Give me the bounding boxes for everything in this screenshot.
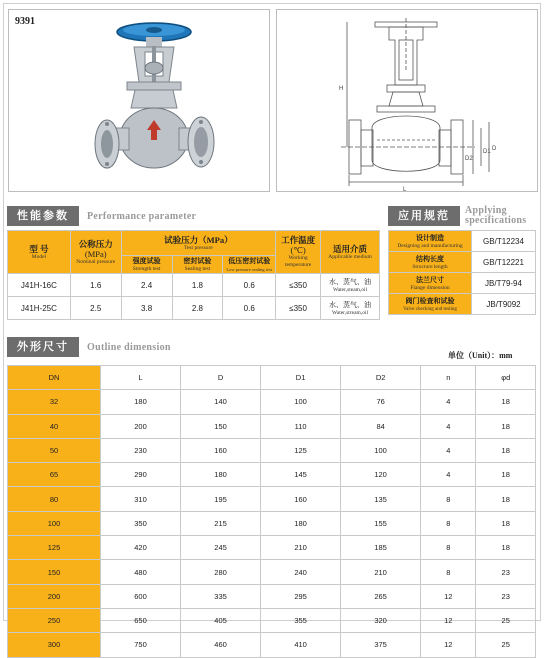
cell-l: 310 bbox=[101, 487, 181, 511]
spec-title-en-1: Applying bbox=[465, 205, 507, 216]
cell-d: 335 bbox=[181, 584, 261, 608]
cell-model: J41H-25C bbox=[8, 297, 71, 320]
cell-lowseal: 0.6 bbox=[223, 274, 276, 297]
performance-title-cn: 性能参数 bbox=[7, 206, 79, 226]
cell-l: 200 bbox=[101, 414, 181, 438]
cell-medium bbox=[321, 297, 380, 320]
cell-n: 8 bbox=[421, 536, 476, 560]
col-medium bbox=[321, 231, 380, 274]
table-row bbox=[8, 438, 536, 462]
table-row bbox=[8, 414, 536, 438]
cell-d2: 320 bbox=[341, 608, 421, 632]
dimension-section-header bbox=[7, 337, 171, 357]
cell-bolt-hole: 18 bbox=[476, 463, 536, 487]
cell-bolt-hole: 18 bbox=[476, 390, 536, 414]
col-medium-cn: 适用介质 bbox=[333, 243, 368, 254]
cell-l: 420 bbox=[101, 536, 181, 560]
spec-label-cn: 结构长度 bbox=[416, 254, 444, 263]
cell-d1: 240 bbox=[261, 560, 341, 584]
spec-label-cn: 阀门检查和试验 bbox=[405, 296, 455, 305]
spec-label-cn: 设计制造 bbox=[416, 233, 444, 242]
col-nominal-unit: (MPa) bbox=[84, 248, 107, 259]
cell-medium-en: Water,stream,oil bbox=[332, 309, 369, 316]
table-row bbox=[8, 536, 536, 560]
cell-d1: 210 bbox=[261, 536, 341, 560]
cell-l: 750 bbox=[101, 633, 181, 657]
dim-label-d2: D2 bbox=[465, 156, 473, 162]
spec-value: GB/T12221 bbox=[472, 252, 536, 273]
cell-n: 4 bbox=[421, 463, 476, 487]
dimension-table bbox=[7, 365, 536, 658]
col-d: D bbox=[181, 366, 261, 390]
spec-value: JB/T9092 bbox=[472, 294, 536, 315]
spec-row bbox=[389, 231, 536, 252]
cell-d1: 110 bbox=[261, 414, 341, 438]
cell-nominal: 1.6 bbox=[70, 274, 121, 297]
spec-title-en-2: specifications bbox=[465, 215, 527, 226]
product-photo-panel bbox=[8, 9, 270, 192]
cell-dn: 250 bbox=[8, 608, 101, 632]
dim-label-d: D bbox=[492, 146, 497, 152]
dimension-title-en: Outline dimension bbox=[87, 341, 171, 353]
dim-label-l: L bbox=[403, 187, 407, 193]
cell-sealing: 1.8 bbox=[172, 274, 223, 297]
cell-medium-cn: 水、蒸气、油 bbox=[329, 277, 372, 286]
col-nominal bbox=[70, 231, 121, 274]
col-temp-unit: (℃) bbox=[290, 245, 306, 255]
spec-label-en: Structure length bbox=[412, 263, 448, 270]
cell-d1: 145 bbox=[261, 463, 341, 487]
spec-section-header bbox=[388, 206, 526, 226]
spec-table bbox=[388, 230, 536, 315]
unit-label: 单位（Unit）：mm bbox=[448, 351, 513, 360]
cell-strength: 3.8 bbox=[121, 297, 172, 320]
cell-dn: 40 bbox=[8, 414, 101, 438]
cell-d2: 135 bbox=[341, 487, 421, 511]
spec-label-en: Valve checking and testing bbox=[403, 306, 457, 312]
cell-dn: 300 bbox=[8, 633, 101, 657]
spec-row bbox=[389, 294, 536, 315]
cell-l: 350 bbox=[101, 511, 181, 535]
cell-d: 150 bbox=[181, 414, 261, 438]
cell-bolt-hole: 25 bbox=[476, 608, 536, 632]
performance-section-header bbox=[7, 206, 196, 226]
col-nominal-en: Nominal pressure bbox=[76, 258, 116, 265]
col-strength bbox=[121, 256, 172, 274]
spec-label-cn: 法兰尺寸 bbox=[416, 275, 444, 284]
cell-d2: 185 bbox=[341, 536, 421, 560]
spec-label-en: Designing and manufacturing bbox=[397, 242, 463, 249]
col-lowseal bbox=[223, 256, 276, 274]
cell-l: 650 bbox=[101, 608, 181, 632]
cell-n: 12 bbox=[421, 608, 476, 632]
col-model-cn: 型 号 bbox=[29, 243, 49, 254]
cell-dn: 32 bbox=[8, 390, 101, 414]
performance-table bbox=[7, 230, 380, 320]
cell-n: 4 bbox=[421, 414, 476, 438]
cell-n: 12 bbox=[421, 584, 476, 608]
dim-label-h: H bbox=[339, 86, 344, 92]
cell-d: 460 bbox=[181, 633, 261, 657]
dimension-title-cn: 外形尺寸 bbox=[7, 337, 79, 357]
cell-temp: ≤350 bbox=[276, 274, 321, 297]
model-code: 9391 bbox=[15, 16, 35, 27]
cell-d1: 160 bbox=[261, 487, 341, 511]
col-n: n bbox=[421, 366, 476, 390]
cell-dn: 125 bbox=[8, 536, 101, 560]
valve-technical-drawing bbox=[277, 10, 539, 193]
table-row bbox=[8, 463, 536, 487]
cell-model: J41H-16C bbox=[8, 274, 71, 297]
spec-row bbox=[389, 273, 536, 294]
table-row bbox=[8, 608, 536, 632]
spec-label bbox=[389, 252, 472, 273]
cell-n: 4 bbox=[421, 438, 476, 462]
spec-row bbox=[389, 252, 536, 273]
spec-label bbox=[389, 231, 472, 252]
cell-d: 160 bbox=[181, 438, 261, 462]
cell-l: 600 bbox=[101, 584, 181, 608]
cell-bolt-hole: 23 bbox=[476, 560, 536, 584]
cell-bolt-hole: 23 bbox=[476, 584, 536, 608]
col-lowseal-en: Low pressure sealing test bbox=[226, 267, 273, 272]
col-medium-en: Applicable medium bbox=[328, 253, 372, 260]
cell-medium-cn: 水、蒸气、油 bbox=[329, 300, 372, 309]
cell-d2: 265 bbox=[341, 584, 421, 608]
cell-medium bbox=[321, 274, 380, 297]
cell-bolt-hole: 25 bbox=[476, 633, 536, 657]
spec-title-cn: 应用规范 bbox=[388, 206, 460, 226]
cell-dn: 50 bbox=[8, 438, 101, 462]
cell-n: 8 bbox=[421, 511, 476, 535]
cell-d1: 355 bbox=[261, 608, 341, 632]
col-sealing-en: Sealing test bbox=[184, 266, 211, 272]
table-row bbox=[8, 633, 536, 657]
col-test-pressure bbox=[121, 231, 275, 256]
cell-d: 215 bbox=[181, 511, 261, 535]
cell-l: 480 bbox=[101, 560, 181, 584]
cell-n: 8 bbox=[421, 560, 476, 584]
col-model-en: Model bbox=[31, 253, 47, 260]
cell-d1: 125 bbox=[261, 438, 341, 462]
table-row bbox=[8, 584, 536, 608]
col-l: L bbox=[101, 366, 181, 390]
cell-sealing: 2.8 bbox=[172, 297, 223, 320]
col-test-en: Test pressure bbox=[184, 244, 213, 251]
col-test-cn: 试验压力（MPa） bbox=[164, 234, 233, 245]
cell-d: 280 bbox=[181, 560, 261, 584]
col-d1: D1 bbox=[261, 366, 341, 390]
cell-d: 405 bbox=[181, 608, 261, 632]
spec-value: JB/T79-94 bbox=[472, 273, 536, 294]
cell-d: 195 bbox=[181, 487, 261, 511]
cell-bolt-hole: 18 bbox=[476, 536, 536, 560]
table-row bbox=[8, 390, 536, 414]
cell-dn: 65 bbox=[8, 463, 101, 487]
cell-n: 12 bbox=[421, 633, 476, 657]
cell-medium-en: Water,steam,oil bbox=[332, 286, 368, 293]
table-row bbox=[8, 560, 536, 584]
cell-d2: 84 bbox=[341, 414, 421, 438]
technical-drawing-panel bbox=[276, 9, 538, 192]
cell-d2: 120 bbox=[341, 463, 421, 487]
cell-bolt-hole: 18 bbox=[476, 414, 536, 438]
cell-lowseal: 0.6 bbox=[223, 297, 276, 320]
spec-label-en: Flange dimension bbox=[410, 284, 450, 291]
dim-label-d1: D1 bbox=[483, 149, 491, 155]
cell-dn: 80 bbox=[8, 487, 101, 511]
cell-l: 180 bbox=[101, 390, 181, 414]
cell-d: 245 bbox=[181, 536, 261, 560]
col-model bbox=[8, 231, 71, 274]
col-sealing bbox=[172, 256, 223, 274]
col-temp bbox=[276, 231, 321, 274]
col-d2: D2 bbox=[341, 366, 421, 390]
cell-d2: 100 bbox=[341, 438, 421, 462]
col-strength-en: Strength test bbox=[132, 266, 161, 272]
cell-n: 4 bbox=[421, 390, 476, 414]
col-bolt-hole: φd bbox=[476, 366, 536, 390]
table-row bbox=[8, 297, 380, 320]
cell-dn: 200 bbox=[8, 584, 101, 608]
col-nominal-cn: 公称压力 bbox=[78, 238, 113, 249]
cell-nominal: 2.5 bbox=[70, 297, 121, 320]
cell-l: 290 bbox=[101, 463, 181, 487]
col-strength-cn: 强度试验 bbox=[132, 257, 161, 265]
cell-strength: 2.4 bbox=[121, 274, 172, 297]
col-temp-cn: 工作温度 bbox=[281, 235, 316, 245]
cell-l: 230 bbox=[101, 438, 181, 462]
cell-d: 140 bbox=[181, 390, 261, 414]
cell-bolt-hole: 18 bbox=[476, 487, 536, 511]
cell-d: 180 bbox=[181, 463, 261, 487]
cell-dn: 150 bbox=[8, 560, 101, 584]
spec-value: GB/T12234 bbox=[472, 231, 536, 252]
dimension-header-row bbox=[8, 366, 536, 390]
cell-d2: 375 bbox=[341, 633, 421, 657]
spec-title-en-block bbox=[465, 206, 526, 226]
col-lowseal-cn: 低压密封试验 bbox=[228, 257, 271, 265]
dimension-table-body bbox=[8, 390, 536, 657]
col-temp-en: Working temperature bbox=[284, 255, 312, 268]
cell-n: 8 bbox=[421, 487, 476, 511]
cell-d2: 155 bbox=[341, 511, 421, 535]
spec-label bbox=[389, 273, 472, 294]
cell-temp: ≤350 bbox=[276, 297, 321, 320]
cell-d2: 210 bbox=[341, 560, 421, 584]
globe-valve-photo bbox=[9, 10, 271, 193]
table-row bbox=[8, 487, 536, 511]
col-sealing-cn: 密封试验 bbox=[183, 257, 212, 265]
cell-d1: 100 bbox=[261, 390, 341, 414]
performance-title-en: Performance parameter bbox=[87, 210, 197, 222]
table-row bbox=[8, 274, 380, 297]
cell-bolt-hole: 18 bbox=[476, 438, 536, 462]
cell-d1: 410 bbox=[261, 633, 341, 657]
table-row bbox=[8, 511, 536, 535]
spec-label bbox=[389, 294, 472, 315]
cell-d2: 76 bbox=[341, 390, 421, 414]
cell-dn: 100 bbox=[8, 511, 101, 535]
cell-d1: 295 bbox=[261, 584, 341, 608]
cell-bolt-hole: 18 bbox=[476, 511, 536, 535]
cell-d1: 180 bbox=[261, 511, 341, 535]
col-dn: DN bbox=[8, 366, 101, 390]
